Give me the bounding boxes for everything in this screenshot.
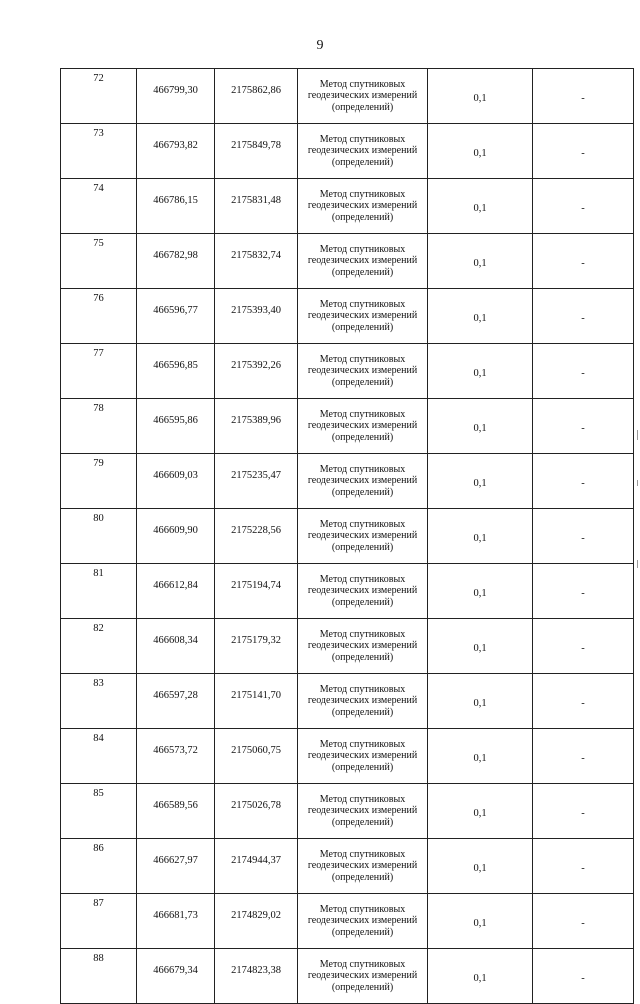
table-row <box>61 729 634 784</box>
y-coordinate-cell: 2175141,70 <box>215 674 298 729</box>
accuracy-cell: 0,1 <box>428 839 533 894</box>
description-cell: - <box>533 69 634 124</box>
y-coordinate-cell: 2175393,40 <box>215 289 298 344</box>
point-number-cell-text: 73 <box>93 128 104 139</box>
x-coordinate-cell: 466609,03 <box>137 454 215 509</box>
point-number-cell <box>61 179 137 234</box>
x-coordinate-cell: 466799,30 <box>137 69 215 124</box>
point-number-cell-text: 83 <box>93 678 104 689</box>
point-number-cell-text: 75 <box>93 238 104 249</box>
y-coordinate-cell: 2175389,96 <box>215 399 298 454</box>
point-number-cell-text: 88 <box>93 953 104 964</box>
point-number-cell-text: 85 <box>93 788 104 799</box>
accuracy-cell: 0,1 <box>428 454 533 509</box>
accuracy-cell: 0,1 <box>428 564 533 619</box>
accuracy-cell: 0,1 <box>428 949 533 1004</box>
point-number-cell <box>61 234 137 289</box>
description-cell: - <box>533 344 634 399</box>
point-number-cell <box>61 674 137 729</box>
accuracy-cell: 0,1 <box>428 619 533 674</box>
description-cell: - <box>533 234 634 289</box>
table-body <box>61 69 634 1004</box>
table-row <box>61 399 634 454</box>
method-cell <box>298 234 428 289</box>
description-cell: - <box>533 784 634 839</box>
point-number-cell <box>61 784 137 839</box>
y-coordinate-cell: 2175194,74 <box>215 564 298 619</box>
method-cell <box>298 69 428 124</box>
y-coordinate-cell: 2175060,75 <box>215 729 298 784</box>
x-coordinate-cell: 466596,77 <box>137 289 215 344</box>
y-coordinate-cell: 2175849,78 <box>215 124 298 179</box>
point-number-cell <box>61 509 137 564</box>
table-row <box>61 674 634 729</box>
accuracy-cell: 0,1 <box>428 784 533 839</box>
point-number-cell-text: 77 <box>93 348 104 359</box>
point-number-cell <box>61 454 137 509</box>
method-cell-text: Метод спутниковых геодезических измерений (определений) <box>307 903 418 938</box>
method-cell <box>298 289 428 344</box>
method-cell <box>298 399 428 454</box>
point-number-cell <box>61 729 137 784</box>
method-cell-text: Метод спутниковых геодезических измерений (определений) <box>307 188 418 223</box>
x-coordinate-cell: 466608,34 <box>137 619 215 674</box>
x-coordinate-cell: 466782,98 <box>137 234 215 289</box>
method-cell <box>298 179 428 234</box>
x-coordinate-cell: 466627,97 <box>137 839 215 894</box>
y-coordinate-cell: 2175179,32 <box>215 619 298 674</box>
description-cell: - <box>533 894 634 949</box>
scan-edge-mark <box>637 560 638 568</box>
method-cell <box>298 619 428 674</box>
method-cell-text: Метод спутниковых геодезических измерений (определений) <box>307 628 418 663</box>
method-cell-text: Метод спутниковых геодезических измерений (определений) <box>307 298 418 333</box>
scan-edge-mark <box>637 430 638 440</box>
description-cell: - <box>533 399 634 454</box>
x-coordinate-cell: 466596,85 <box>137 344 215 399</box>
x-coordinate-cell: 466786,15 <box>137 179 215 234</box>
description-cell: - <box>533 839 634 894</box>
accuracy-cell: 0,1 <box>428 674 533 729</box>
method-cell <box>298 784 428 839</box>
point-number-cell-text: 79 <box>93 458 104 469</box>
accuracy-cell: 0,1 <box>428 179 533 234</box>
point-number-cell <box>61 344 137 399</box>
x-coordinate-cell: 466597,28 <box>137 674 215 729</box>
description-cell: - <box>533 674 634 729</box>
description-cell: - <box>533 454 634 509</box>
accuracy-cell: 0,1 <box>428 289 533 344</box>
method-cell-text: Метод спутниковых геодезических измерений (определений) <box>307 683 418 718</box>
x-coordinate-cell: 466793,82 <box>137 124 215 179</box>
x-coordinate-cell: 466679,34 <box>137 949 215 1004</box>
y-coordinate-cell: 2175026,78 <box>215 784 298 839</box>
table-row <box>61 949 634 1004</box>
point-number-cell <box>61 894 137 949</box>
accuracy-cell: 0,1 <box>428 344 533 399</box>
accuracy-cell: 0,1 <box>428 509 533 564</box>
table-row <box>61 839 634 894</box>
method-cell-text: Метод спутниковых геодезических измерений (определений) <box>307 133 418 168</box>
point-number-cell-text: 82 <box>93 623 104 634</box>
table-row <box>61 124 634 179</box>
y-coordinate-cell: 2175228,56 <box>215 509 298 564</box>
description-cell: - <box>533 289 634 344</box>
method-cell-text: Метод спутниковых геодезических измерений (определений) <box>307 463 418 498</box>
description-cell: - <box>533 124 634 179</box>
table-row <box>61 344 634 399</box>
description-cell: - <box>533 564 634 619</box>
description-cell: - <box>533 729 634 784</box>
method-cell <box>298 344 428 399</box>
y-coordinate-cell: 2175235,47 <box>215 454 298 509</box>
point-number-cell <box>61 399 137 454</box>
method-cell-text: Метод спутниковых геодезических измерений (определений) <box>307 518 418 553</box>
point-number-cell-text: 72 <box>93 73 104 84</box>
point-number-cell <box>61 289 137 344</box>
description-cell: - <box>533 619 634 674</box>
y-coordinate-cell: 2175862,86 <box>215 69 298 124</box>
method-cell-text: Метод спутниковых геодезических измерений (определений) <box>307 78 418 113</box>
point-number-cell-text: 74 <box>93 183 104 194</box>
point-number-cell-text: 86 <box>93 843 104 854</box>
method-cell <box>298 564 428 619</box>
description-cell: - <box>533 949 634 1004</box>
point-number-cell <box>61 619 137 674</box>
point-number-cell-text: 84 <box>93 733 104 744</box>
x-coordinate-cell: 466681,73 <box>137 894 215 949</box>
method-cell-text: Метод спутниковых геодезических измерений (определений) <box>307 408 418 443</box>
method-cell <box>298 509 428 564</box>
method-cell <box>298 729 428 784</box>
table-row <box>61 619 634 674</box>
method-cell <box>298 949 428 1004</box>
point-number-cell-text: 76 <box>93 293 104 304</box>
method-cell-text: Метод спутниковых геодезических измерений (определений) <box>307 353 418 388</box>
description-cell: - <box>533 509 634 564</box>
table-row <box>61 784 634 839</box>
table-row <box>61 894 634 949</box>
point-number-cell-text: 81 <box>93 568 104 579</box>
method-cell <box>298 894 428 949</box>
point-number-cell-text: 80 <box>93 513 104 524</box>
accuracy-cell: 0,1 <box>428 69 533 124</box>
table-row <box>61 564 634 619</box>
x-coordinate-cell: 466589,56 <box>137 784 215 839</box>
scan-edge-mark <box>637 480 638 486</box>
method-cell-text: Метод спутниковых геодезических измерений (определений) <box>307 793 418 828</box>
point-number-cell <box>61 949 137 1004</box>
method-cell <box>298 674 428 729</box>
point-number-cell-text: 78 <box>93 403 104 414</box>
table-row <box>61 454 634 509</box>
y-coordinate-cell: 2175832,74 <box>215 234 298 289</box>
table-row <box>61 179 634 234</box>
table-row <box>61 69 634 124</box>
point-number-cell <box>61 564 137 619</box>
point-number-cell <box>61 839 137 894</box>
y-coordinate-cell: 2174823,38 <box>215 949 298 1004</box>
point-number-cell <box>61 69 137 124</box>
table-row <box>61 289 634 344</box>
coordinates-table <box>60 68 634 1004</box>
x-coordinate-cell: 466612,84 <box>137 564 215 619</box>
accuracy-cell: 0,1 <box>428 124 533 179</box>
method-cell <box>298 124 428 179</box>
method-cell-text: Метод спутниковых геодезических измерений (определений) <box>307 738 418 773</box>
method-cell <box>298 839 428 894</box>
method-cell-text: Метод спутниковых геодезических измерений (определений) <box>307 243 418 278</box>
y-coordinate-cell: 2174944,37 <box>215 839 298 894</box>
method-cell-text: Метод спутниковых геодезических измерений (определений) <box>307 573 418 608</box>
table-row <box>61 509 634 564</box>
accuracy-cell: 0,1 <box>428 234 533 289</box>
x-coordinate-cell: 466595,86 <box>137 399 215 454</box>
description-cell: - <box>533 179 634 234</box>
y-coordinate-cell: 2175392,26 <box>215 344 298 399</box>
accuracy-cell: 0,1 <box>428 729 533 784</box>
accuracy-cell: 0,1 <box>428 894 533 949</box>
x-coordinate-cell: 466573,72 <box>137 729 215 784</box>
page-number: 9 <box>316 38 324 53</box>
method-cell-text: Метод спутниковых геодезических измерений (определений) <box>307 848 418 883</box>
x-coordinate-cell: 466609,90 <box>137 509 215 564</box>
point-number-cell-text: 87 <box>93 898 104 909</box>
table-row <box>61 234 634 289</box>
point-number-cell <box>61 124 137 179</box>
y-coordinate-cell: 2174829,02 <box>215 894 298 949</box>
method-cell-text: Метод спутниковых геодезических измерений (определений) <box>307 958 418 993</box>
accuracy-cell: 0,1 <box>428 399 533 454</box>
method-cell <box>298 454 428 509</box>
y-coordinate-cell: 2175831,48 <box>215 179 298 234</box>
